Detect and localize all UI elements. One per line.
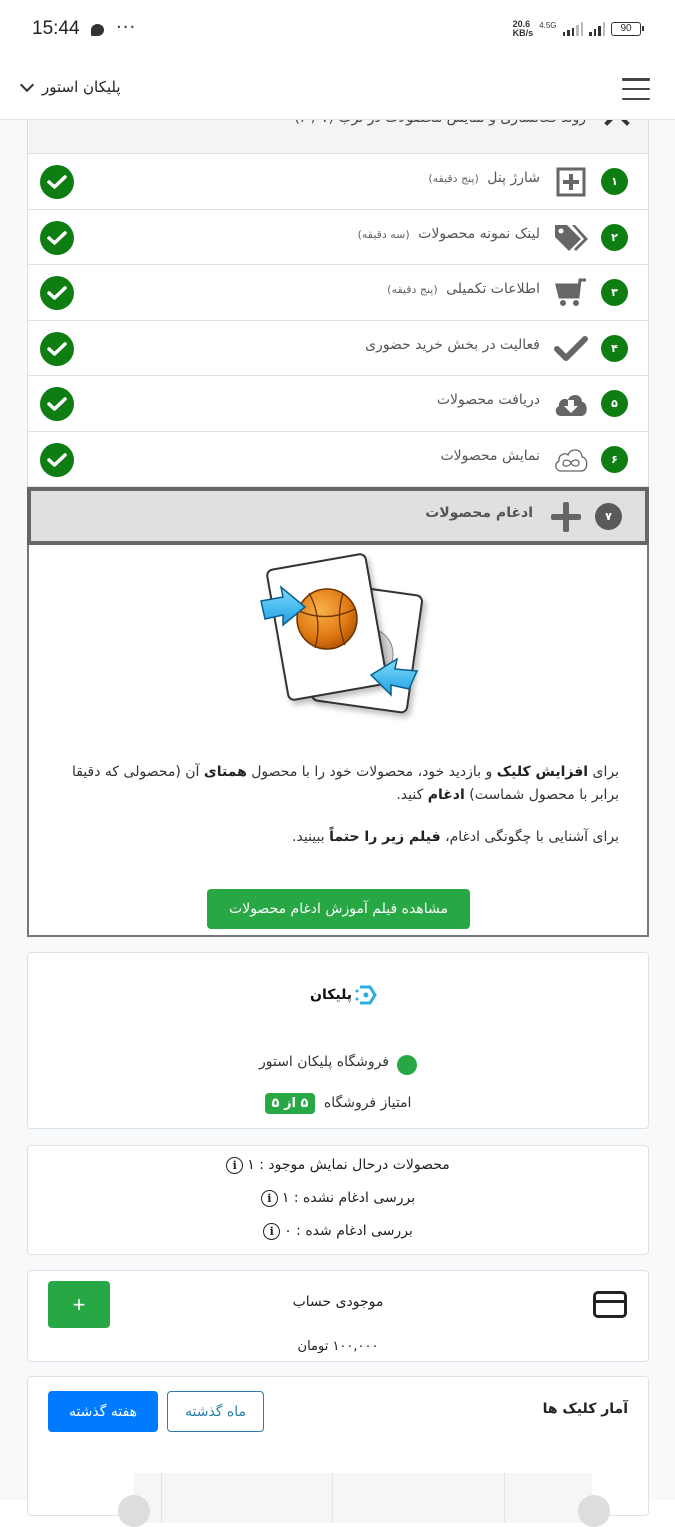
- step-number: ۷: [595, 503, 622, 530]
- app-header: [0, 62, 675, 120]
- pelican-logo: پلیکان: [310, 985, 376, 1005]
- signal-1-icon: [563, 22, 584, 36]
- stat-row: محصولات درحال نمایش موجود : ۱ i: [28, 1149, 648, 1182]
- tags-icon: [554, 221, 588, 255]
- store-rating: امتیاز فروشگاه ۵ از ۵: [28, 1093, 648, 1114]
- stat-row: بررسی ادغام نشده : ۱ i: [28, 1182, 648, 1215]
- step-item[interactable]: [28, 210, 648, 266]
- store-info-card: [27, 952, 649, 1129]
- rating-badge: ۵ از ۵: [265, 1093, 316, 1114]
- merge-description: برای افزایش کلیک و بازدید خود، محصولات خود را با محصول همتای آن (محصولی که دقیقا برابر با محصول شماست) ادغام کنید. برای آشنایی با چگونگی ادغام، فیلم زیر را حتماً ببینید.: [71, 764, 619, 845]
- more-notifications-icon: ···: [116, 17, 137, 38]
- step-label: ادغام محصولات: [425, 505, 533, 521]
- clicks-chart: [134, 1473, 592, 1523]
- notification-bubble-icon: [91, 24, 104, 36]
- step-label: دریافت محصولات: [436, 392, 540, 408]
- account-balance-card: [27, 1270, 649, 1362]
- click-stats-card: [27, 1376, 649, 1516]
- balance-amount: ۱۰۰,۰۰۰ تومان: [297, 1339, 379, 1354]
- step-label: لینک نمونه محصولات (سه دقیقه): [357, 225, 540, 242]
- step-number: ۶: [601, 446, 628, 473]
- network-speed: 20.6 KB/s: [512, 19, 534, 38]
- check-circle-icon: [40, 221, 74, 255]
- cart-icon: [554, 276, 588, 310]
- merge-products-panel: [27, 545, 649, 937]
- step-number: ۱: [601, 168, 628, 195]
- hamburger-menu-icon[interactable]: [622, 78, 650, 100]
- check-circle-icon: [40, 165, 74, 199]
- plus-icon: [549, 500, 583, 534]
- stat-row: بررسی ادغام شده : ۰ i: [28, 1215, 648, 1248]
- step-item[interactable]: [28, 154, 648, 210]
- click-stats-title: آمار کلیک ها: [542, 1401, 628, 1417]
- plus-square-icon: [554, 165, 588, 199]
- check-icon: [554, 332, 588, 366]
- step-number: ۵: [601, 390, 628, 417]
- last-week-button[interactable]: هفته گذشته: [48, 1391, 158, 1432]
- step-item[interactable]: [28, 376, 648, 432]
- status-bar: [0, 0, 675, 62]
- balance-label: موجودی حساب: [292, 1294, 384, 1310]
- store-selector[interactable]: [22, 78, 121, 96]
- step-label: اطلاعات تکمیلی (پنج دقیقه): [387, 281, 540, 297]
- main-content: [0, 120, 675, 1500]
- merge-cards-illustration: [249, 549, 429, 721]
- step-number: ۴: [601, 335, 628, 362]
- info-icon[interactable]: i: [226, 1157, 243, 1174]
- chart-prev-button[interactable]: [118, 1495, 150, 1527]
- pelican-logo-icon: [354, 985, 376, 1005]
- check-circle-icon: [40, 387, 74, 421]
- cloud-infinity-icon: [554, 443, 588, 477]
- step-label: شارژ پنل (پنج دقیقه): [428, 170, 540, 186]
- network-type: 4.5G: [539, 20, 557, 30]
- step-number: ۳: [601, 279, 628, 306]
- info-icon[interactable]: i: [261, 1190, 278, 1207]
- step-item[interactable]: [28, 432, 648, 488]
- step-item-active[interactable]: [27, 487, 649, 545]
- check-circle-icon: [40, 443, 74, 477]
- check-circle-icon: [40, 332, 74, 366]
- info-icon[interactable]: i: [263, 1223, 280, 1240]
- battery-icon: 90: [611, 22, 641, 36]
- cloud-download-icon: [554, 387, 588, 421]
- signal-2-icon: [589, 22, 605, 36]
- chevron-down-icon: [20, 77, 34, 91]
- product-stats-card: [27, 1145, 649, 1255]
- chart-next-button[interactable]: [578, 1495, 610, 1527]
- step-label: فعالیت در بخش خرید حضوری: [365, 336, 540, 353]
- watch-merge-tutorial-button[interactable]: مشاهده فیلم آموزش ادغام محصولات: [207, 889, 470, 929]
- add-balance-button[interactable]: +: [48, 1281, 110, 1328]
- step-item[interactable]: [28, 265, 648, 321]
- step-item[interactable]: [28, 321, 648, 377]
- activation-steps-card: [27, 112, 649, 937]
- step-number: ۲: [601, 224, 628, 251]
- store-name: پلیکان استور: [42, 78, 121, 96]
- check-circle-icon: [40, 276, 74, 310]
- step-label: نمایش محصولات: [440, 447, 540, 464]
- store-name-line: فروشگاه پلیکان استور: [28, 1049, 648, 1075]
- last-month-button[interactable]: ماه گذشته: [167, 1391, 264, 1432]
- clock: 15:44: [32, 18, 80, 39]
- status-dot: [397, 1055, 417, 1075]
